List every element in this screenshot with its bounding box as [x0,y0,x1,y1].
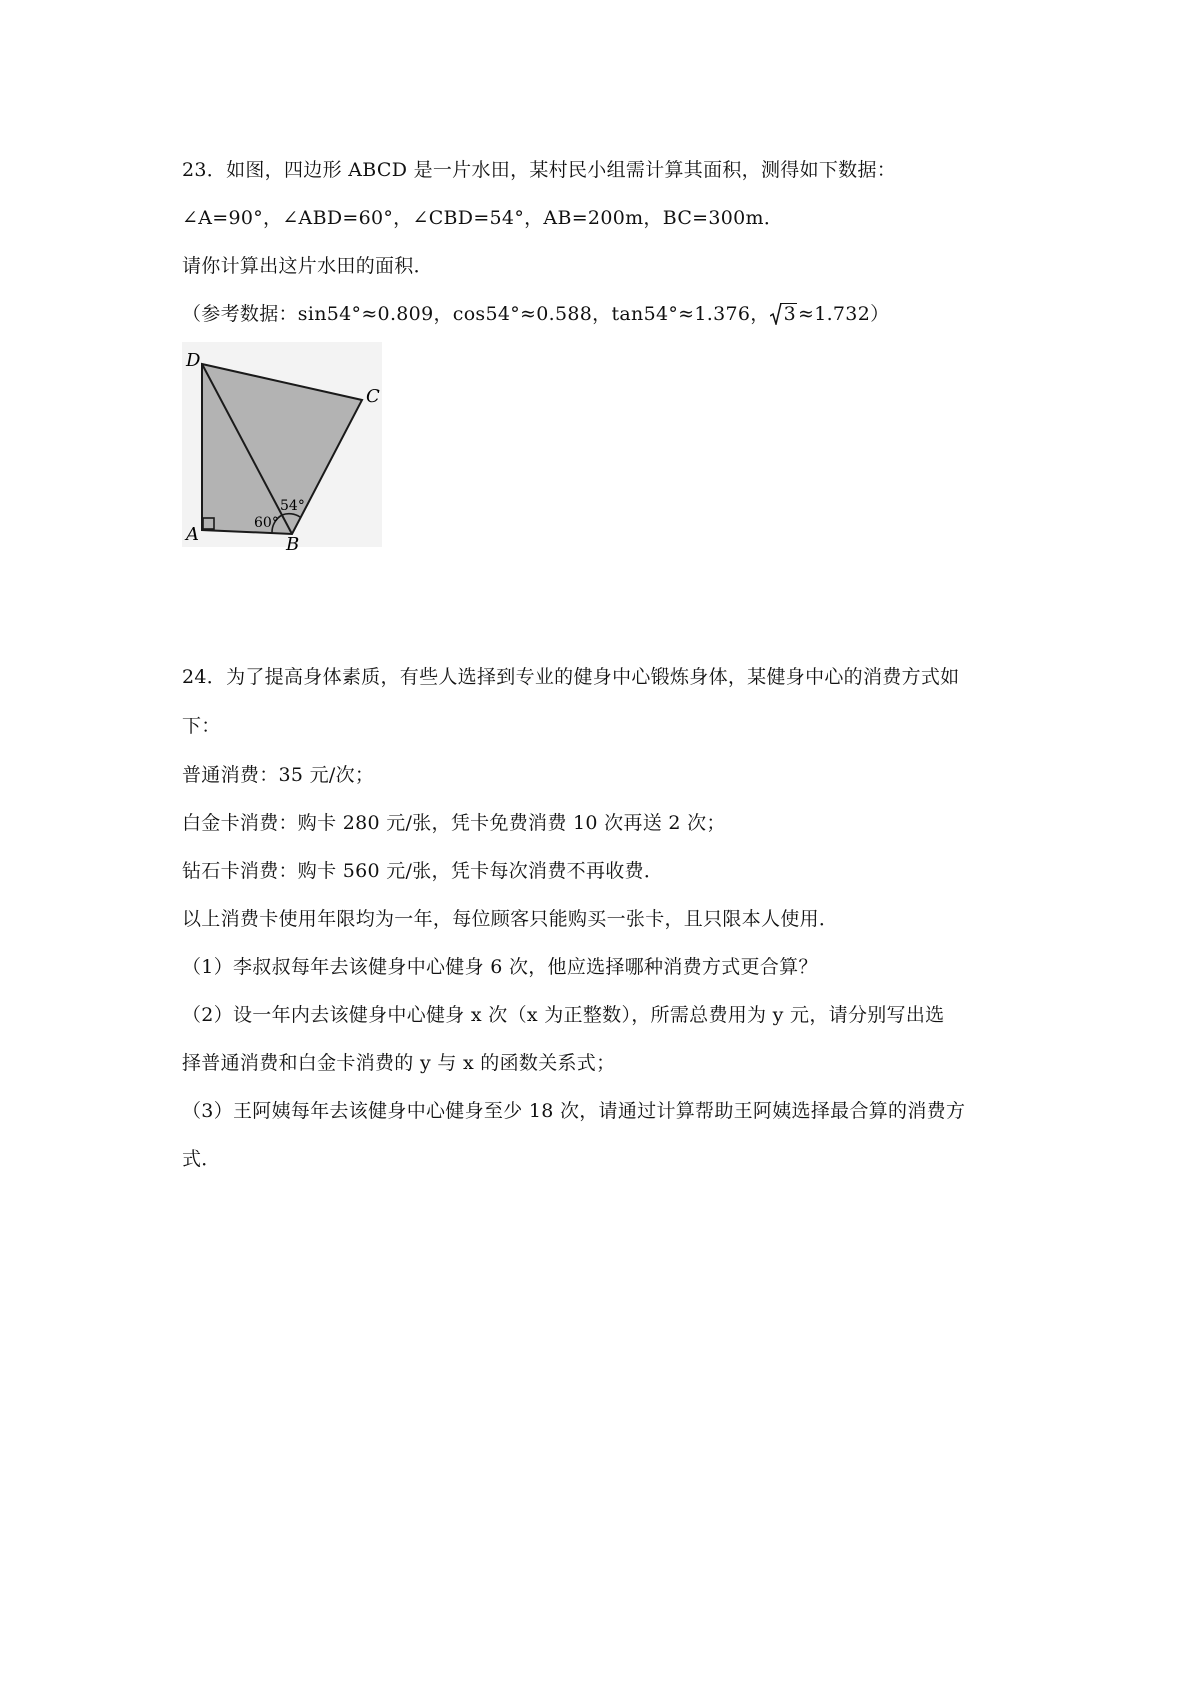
q23-reference-suffix: ≈1.732） [797,303,890,325]
q24-subquestion-2-line-1: （2）设一年内去该健身中心健身 x 次（x 为正整数），所需总费用为 y 元，请分别写出选 [182,1004,945,1026]
q24-subquestion-2-line-2: 择普通消费和白金卡消费的 y 与 x 的函数关系式； [182,1052,616,1074]
quadrilateral-abcd-diagram [182,342,382,552]
angle-cbd-label: 54° [280,498,305,514]
q24-line-1: 24．为了提高身体素质，有些人选择到专业的健身中心锻炼身体，某健身中心的消费方式如 [182,666,960,688]
q23-line-3: 请你计算出这片水田的面积． [182,255,433,277]
q23-reference-prefix: （参考数据：sin54°≈0.809，cos54°≈0.588，tan54°≈1.376， [182,303,770,325]
q24-subquestion-3-line-2: 式． [182,1148,221,1170]
q24-line-4: 白金卡消费：购卡 280 元/张，凭卡免费消费 10 次再送 2 次； [182,812,726,834]
q24-subquestion-3-line-1: （3）王阿姨每年去该健身中心健身至少 18 次，请通过计算帮助王阿姨选择最合算的消费方 [182,1100,966,1122]
q23-line-2: ∠A=90°，∠ABD=60°，∠CBD=54°，AB=200m，BC=300m． [182,207,784,229]
q23-line-1: 23．如图，四边形 ABCD 是一片水田，某村民小组需计算其面积，测得如下数据： [182,159,897,181]
label-a: A [186,524,199,545]
angle-abd-label: 60° [254,515,279,531]
q24-line-5: 钻石卡消费：购卡 560 元/张，凭卡每次消费不再收费． [182,860,664,882]
label-c: C [366,386,380,407]
q23-reference-data [182,302,889,326]
sqrt-radicand: 3 [783,303,796,325]
radical-sign-icon [770,303,782,325]
q24-line-3: 普通消费：35 元/次； [182,764,375,786]
label-b: B [286,534,300,552]
q23-quadrilateral-figure [182,342,382,552]
q24-line-2: 下： [182,715,221,737]
label-d: D [186,350,201,371]
q24-line-6: 以上消费卡使用年限均为一年，每位顾客只能购买一张卡，且只限本人使用． [182,908,839,930]
q24-subquestion-1: （1）李叔叔每年去该健身中心健身 6 次，他应选择哪种消费方式更合算？ [182,956,818,978]
sqrt-symbol [770,302,796,326]
